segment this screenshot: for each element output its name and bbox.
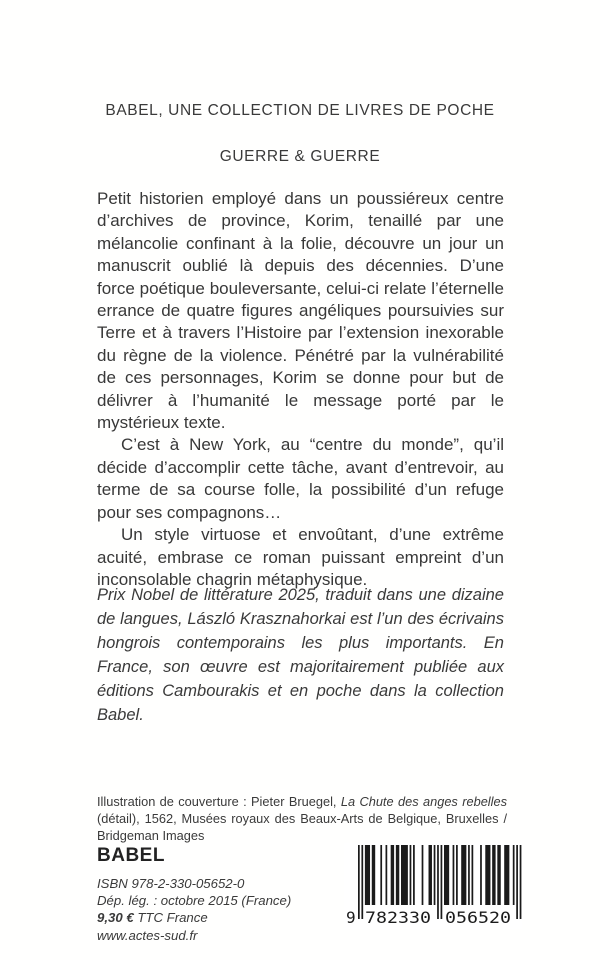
- barcode-digits-left: 782330: [365, 908, 431, 927]
- barcode-digit-system: 9: [346, 908, 356, 927]
- imprint-logo: BABEL: [97, 845, 165, 866]
- collection-header: BABEL, UNE COLLECTION DE LIVRES DE POCHE: [105, 102, 495, 119]
- synopsis-paragraph-3: Un style virtuose et envoûtant, d’une extrême acuité, embrase ce roman puissant empreint d’un inconsolable chagrin métaphysique.: [97, 525, 504, 589]
- cover-credit: [97, 793, 507, 844]
- book-title: GUERRE & GUERRE: [219, 148, 381, 165]
- barcode-digits-right: 056520: [445, 908, 511, 927]
- synopsis-paragraph-2: C’est à New York, au “centre du monde”, qu’il décide d’accomplir cette tâche, avant d’entrevoir, au terme de sa course folle, la possibilité d’un refuge pour ses compagnons…: [97, 435, 504, 522]
- artwork-title: La Chute des anges rebelles: [340, 794, 508, 809]
- publisher-website: www.actes-sud.fr: [97, 927, 198, 943]
- price-suffix: TTC France: [133, 910, 208, 926]
- colophon: [97, 875, 291, 944]
- synopsis-paragraph-1: Petit historien employé dans un poussiéreux centre d’archives de province, Korim, tenaillé par une mélancolie confinant à la folie, découvre un jour un manuscrit oublié là depuis des décennies. D’une force poétique bouleversante, celui-ci relate l’éternelle errance de quatre figures angéliques poursuivies sur Terre et à travers l’Histoire par l’extension inexorable du règne de la violence. Pénétré par la vulnérabilité de ces personnages, Korim se donne pour but de délivrer à l’humanité le message porté par le mystérieux texte.: [97, 189, 504, 433]
- price-amount: 9,30 €: [97, 910, 134, 926]
- ean13-barcode: [344, 843, 522, 929]
- isbn-line: ISBN 978-2-330-05652-0: [97, 876, 245, 891]
- barcode-graphic: [344, 843, 522, 929]
- credit-text-suffix: (détail), 1562, Musées royaux des Beaux-Arts de Belgique, Bruxelles / Bridgeman Images: [97, 811, 507, 843]
- author-note: Prix Nobel de littérature 2025, traduit dans une dizaine de langues, László Krasznahorkai est l’un des écrivains hongrois contemporains les plus importants. En France, son œuvre est majoritairement publiée aux éditions Cambourakis et en poche dans la collection Babel.: [97, 586, 504, 724]
- credit-text-prefix: Illustration de couverture : Pieter Bruegel,: [97, 794, 341, 809]
- synopsis: [97, 188, 504, 591]
- price-line: [97, 909, 291, 926]
- legal-deposit-line: Dép. lég. : octobre 2015 (France): [97, 893, 292, 909]
